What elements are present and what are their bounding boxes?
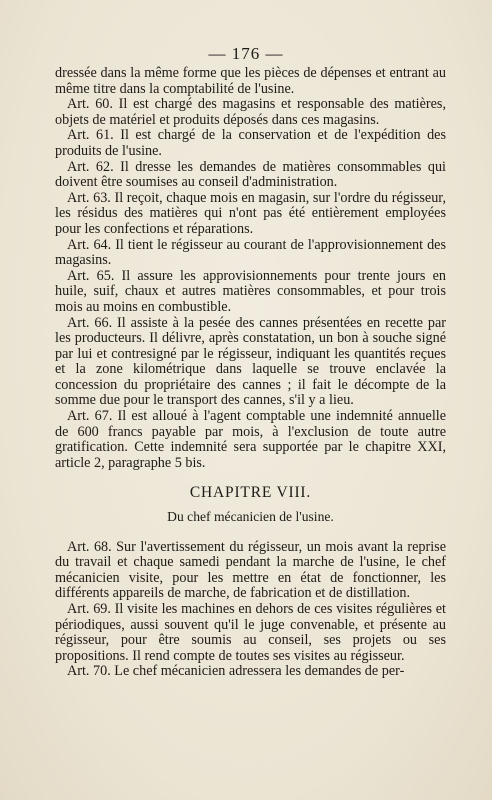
paragraph: Art. 66. Il assiste à la pesée des cannes présentées en recette par les producteurs. Il délivre, après constatation, un bon à souche signé par lui et contresigné par le régisseur, indiquant les quantités reçues et la zone kilométrique dans laquelle se trouve enclavée la concession du propriétaire des cannes ; il fait le décompte de la somme due pour le transport des cannes, s'il y a lieu. — [55, 314, 446, 409]
chapter-subtitle: Du chef mécanicien de l'usine. — [167, 509, 334, 525]
articles-block-top — [55, 66, 446, 471]
paragraph: Art. 68. Sur l'avertissement du régisseur, un mois avant la reprise du travail et chaque samedi pendant la marche de l'usine, le chef mécanicien visite, pour les mettre en état de fonctionner, les différents appareils de marche, de fabrication et de distillation. — [55, 538, 446, 602]
paragraph: Art. 67. Il est alloué à l'agent comptable une indemnité annuelle de 600 francs payable par mois, à l'exclusion de toute autre gratification. Cette indemnité sera supportée par le chapitre XXI, article 2, paragraphe 5 bis. — [55, 408, 446, 471]
chapter-heading: CHAPITRE VIII. — [189, 484, 312, 502]
articles-block-bottom — [55, 540, 446, 680]
paragraph: dressée dans la même forme que les pièces de dépenses et entrant au même titre dans la comptabilité de l'usine. — [55, 65, 446, 97]
page-number: — 176 — — [208, 44, 284, 63]
paragraph: Art. 63. Il reçoit, chaque mois en magasin, sur l'ordre du régisseur, les résidus des matières qui n'ont pas été entièrement employées pour les confections et réparations. — [55, 189, 446, 237]
paragraph: Art. 61. Il est chargé de la conservation et de l'expédition des produits de l'usine. — [55, 127, 446, 159]
paragraph: Art. 64. Il tient le régisseur au courant de l'approvisionnement des magasins. — [55, 236, 446, 269]
paragraph: Art. 62. Il dresse les demandes de matières consommables qui doivent être soumises au conseil d'administration. — [55, 158, 446, 191]
paragraph: Art. 70. Le chef mécanicien adressera les demandes de per- — [67, 663, 405, 680]
paragraph: Art. 69. Il visite les machines en dehors de ces visites régulières et périodiques, aussi souvent qu'il le juge convenable, et présente au régisseur, pour être soumis au conseil, ses projets ou ses propositions. Il rend compte de toutes ses visites au régisseur. — [55, 601, 446, 664]
paragraph: Art. 60. Il est chargé des magasins et responsable des matières, objets de matériel et produits déposés dans ces magasins. — [55, 96, 446, 128]
page-text — [55, 66, 446, 680]
paragraph: Art. 65. Il assure les approvisionnements pour trente jours en huile, suif, chaux et autres matières consommables, et pour trois mois au moins en combustible. — [55, 267, 446, 315]
